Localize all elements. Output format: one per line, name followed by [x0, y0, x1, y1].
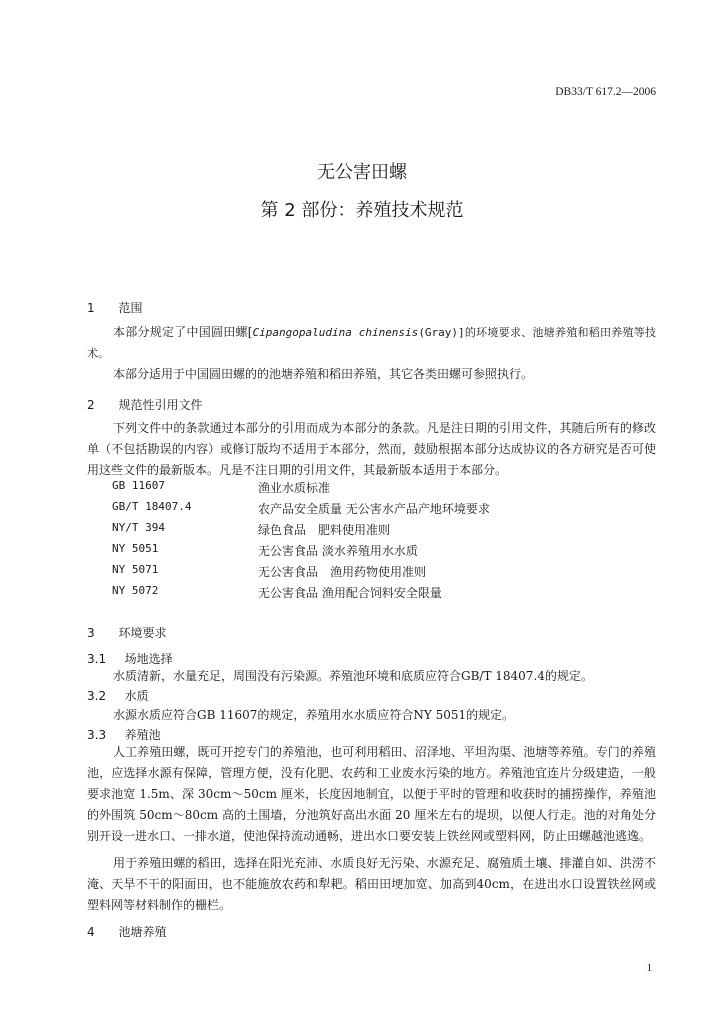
document-part-title: 第 2 部份：养殖技术规范 [260, 200, 464, 221]
page-number: 1 [646, 962, 652, 974]
subsection-heading-3-3 [87, 726, 161, 743]
reference-name: 无公害食品 淡水养殖用水水质 [258, 544, 418, 558]
subsection-number: 3.1 [87, 652, 107, 666]
reference-name: 农产品安全质量 无公害水产品产地环境要求 [258, 502, 490, 516]
water-quality-paragraph: 水源水质应符合GB 11607的规定，养殖用水水质应符合NY 5051的规定。 [113, 708, 515, 722]
section-heading-4 [87, 923, 166, 940]
subsection-heading-3-2 [87, 687, 149, 704]
reference-code: GB/T 18407.4 [112, 500, 192, 513]
reference-name: 绿色食品 肥料使用准则 [258, 523, 391, 537]
reference-code: GB 11607 [112, 479, 165, 492]
site-selection-paragraph: 水质清新，水量充足，周围没有污染源。养殖池环境和底质应符合GB/T 18407.4的规定。 [113, 669, 593, 683]
section-number: 2 [87, 398, 95, 412]
reference-name: 无公害食品 渔用药物使用准则 [258, 565, 427, 579]
section-title: 规范性引用文件 [118, 398, 203, 412]
reference-code: NY 5051 [112, 542, 159, 555]
section-title: 池塘养殖 [118, 925, 167, 939]
scope-text-b: (Gray)]的环境要求、池塘养殖和稻田养殖等技术。 [87, 326, 656, 360]
section-heading-1 [87, 299, 142, 316]
section-title: 环境要求 [118, 626, 167, 640]
subsection-title: 场地选择 [124, 652, 173, 666]
scope-text-a: 本部分规定了中国圆田螺[ [113, 325, 253, 339]
scope-paragraph-1 [87, 322, 656, 364]
document-title: 无公害田螺 [317, 162, 407, 183]
standard-code: DB33/T 617.2—2006 [555, 86, 656, 98]
reference-code: NY 5071 [112, 563, 159, 576]
section-number: 3 [87, 626, 95, 640]
reference-name: 无公害食品 渔用配合饲料安全限量 [258, 586, 442, 600]
pond-paragraph-1: 人工养殖田螺，既可开挖专门的养殖池，也可利用稻田、沼泽地、平坦沟渠、池塘等养殖。专门的养殖池，应选择水源有保障，管理方便，没有化肥、农药和工业废水污染的地方。养殖池宜连片分级建造，一般要求池宽 1.5m、深 30cm～50cm 厘米，长度因地制宜，以便于平时的管理和收获时的捕捞操作，养殖池的外围筑 50cm～80cm 高的土围墙，分池筑好高出水面 20 厘米左右的堤坝，以便人行走。池的对角处分别开设一进水口、一排水道，使池保持流动通畅，进出水口要安装上铁丝网或塑料网，防止田螺越池逃逸。 [87, 745, 656, 843]
subsection-title: 养殖池 [124, 728, 161, 742]
section-heading-3 [87, 624, 166, 641]
pond-paragraph-2: 用于养殖田螺的稻田，选择在阳光充沛、水质良好无污染、水源充足、腐殖质土壤、排灌自如、洪涝不淹、天旱不干的阳面田，也不能施放农药和犁耙。稻田田埂加宽、加高到40cm，在进出水口设置铁丝网或塑料网等材料制作的栅栏。 [87, 856, 656, 912]
section-number: 4 [87, 925, 95, 939]
subsection-heading-3-1 [87, 650, 173, 667]
scope-paragraph-2: 本部分适用于中国圆田螺的的池塘养殖和稻田养殖，其它各类田螺可参照执行。 [113, 367, 534, 381]
reference-code: NY 5072 [112, 584, 159, 597]
species-latin-name: Cipangopaludina chinensis [252, 326, 419, 339]
reference-name: 渔业水质标准 [258, 481, 331, 495]
reference-code: NY/T 394 [112, 521, 165, 534]
section-title: 范围 [118, 301, 143, 315]
subsection-title: 水质 [124, 689, 149, 703]
subsection-number: 3.3 [87, 728, 107, 742]
section-number: 1 [87, 301, 95, 315]
normative-references-paragraph: 下列文件中的条款通过本部分的引用而成为本部分的条款。凡是注日期的引用文件，其随后所有的修改单（不包括勘误的内容）或修订版均不适用于本部分，然而，鼓励根据本部分达成协议的各方研究是否可使用这些文件的最新版本。凡是不注日期的引用文件，其最新版本适用于本部分。 [87, 421, 656, 477]
section-heading-2 [87, 396, 202, 413]
subsection-number: 3.2 [87, 689, 107, 703]
